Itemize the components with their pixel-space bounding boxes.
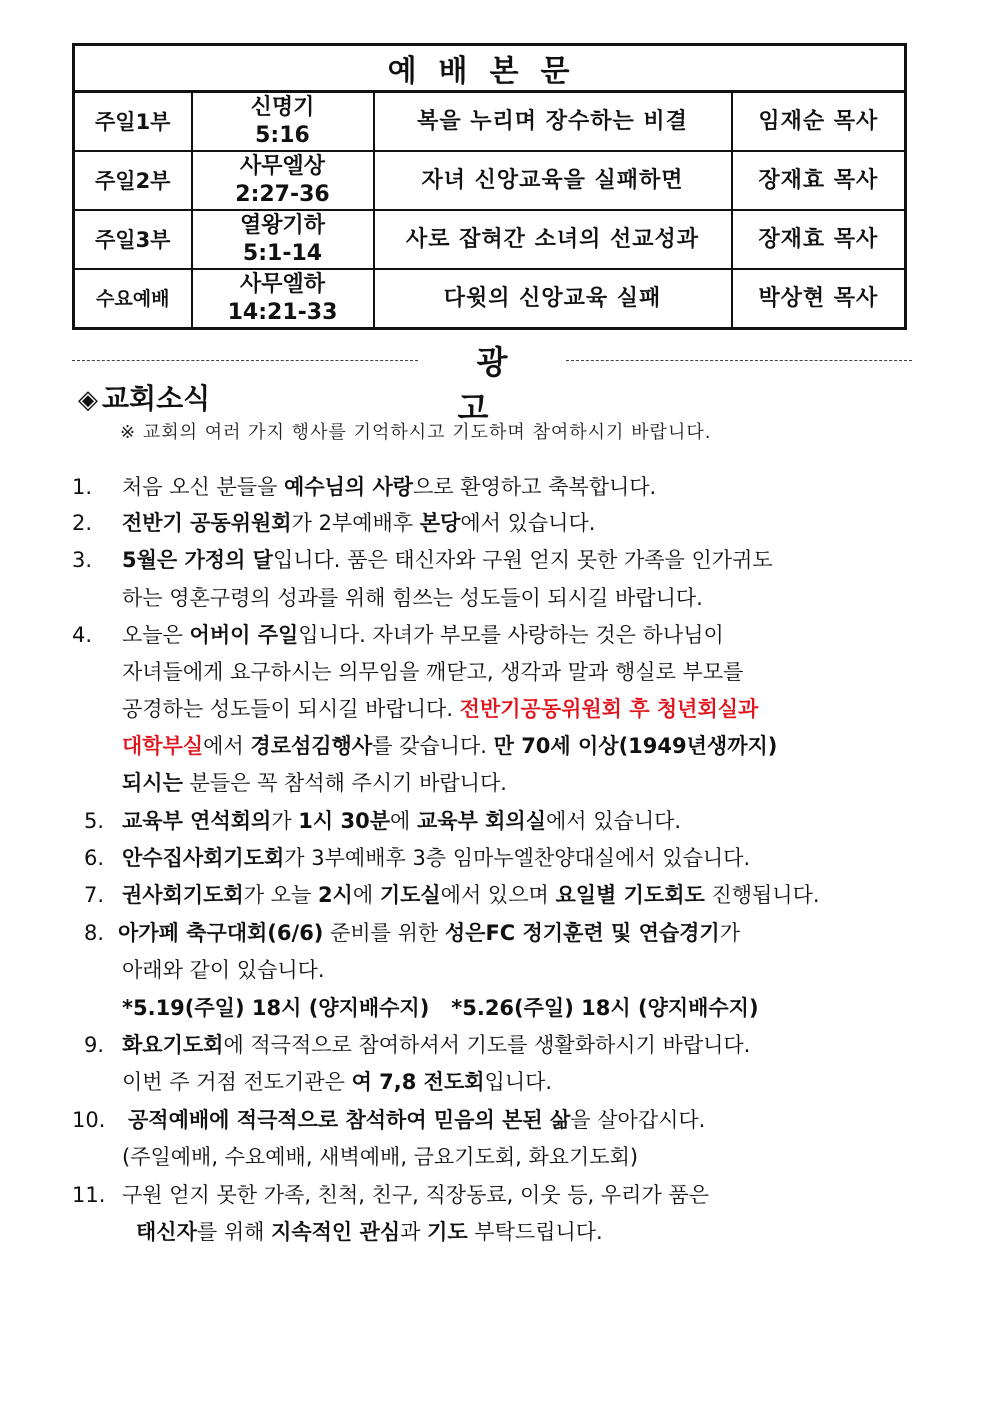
list-item — [84, 843, 104, 873]
list-item-text: *5.19(주일) 18시 (양지배수지) *5.26(주일) 18시 (양지배수지) — [122, 996, 759, 1020]
list-item — [84, 918, 104, 948]
list-item — [72, 545, 92, 575]
sermon-row — [74, 210, 906, 269]
list-item — [84, 880, 104, 910]
item-number: 4. — [72, 623, 93, 647]
item-number: 9. — [84, 1033, 105, 1057]
list-item-text: 이번 주 거점 전도기관은 여 7,8 전도회입니다. — [122, 1070, 553, 1094]
list-item-text: 권사회기도회가 오늘 2시에 기도실에서 있으며 요일별 기도회도 진행됩니다. — [122, 883, 820, 907]
sermon-title: 자녀 신앙교육을 실패하면 — [374, 151, 732, 210]
service-name: 주일2부 — [74, 151, 192, 210]
list-item-text: 대학부실에서 경로섬김행사를 갖습니다. 만 70세 이상(1949년생까지) — [122, 734, 778, 758]
item-number: 6. — [84, 846, 105, 870]
list-item-text: 처음 오신 분들을 예수님의 사랑으로 환영하고 축복합니다. — [122, 475, 657, 499]
item-number: 2. — [72, 511, 93, 535]
list-item — [84, 806, 104, 836]
list-item — [72, 1180, 105, 1210]
pastor-name: 장재효 목사 — [732, 210, 906, 269]
pastor-name: 박상현 목사 — [732, 269, 906, 329]
list-item-text: 하는 영혼구령의 성과를 위해 힘쓰는 성도들이 되시길 바랍니다. — [122, 586, 703, 610]
list-item-text: 안수집사회기도회가 3부예배후 3층 임마누엘찬양대실에서 있습니다. — [122, 846, 751, 870]
list-item-text: 자녀들에게 요구하시는 의무임을 깨닫고, 생각과 말과 행실로 부모를 — [122, 660, 744, 684]
diamond-icon: ◈ — [78, 385, 98, 415]
announcement-title: 광고 — [457, 343, 546, 427]
divider — [566, 360, 912, 361]
scripture: 사무엘하 14:21-33 — [192, 269, 374, 329]
list-item-text: 화요기도회에 적극적으로 참여하셔서 기도를 생활화하시기 바랍니다. — [122, 1033, 751, 1057]
list-item-text: 공적예배에 적극적으로 참석하여 믿음의 본된 삶을 살아갑시다. — [128, 1108, 706, 1132]
divider — [72, 360, 418, 361]
list-item-text: (주일예배, 수요예배, 새벽예배, 금요기도회, 화요기도회) — [122, 1145, 639, 1169]
list-item-text: 되시는 분들은 꼭 참석해 주시기 바랍니다. — [122, 771, 507, 795]
list-item-text: 태신자를 위해 지속적인 관심과 기도 부탁드립니다. — [136, 1220, 603, 1244]
scripture: 신명기 5:16 — [192, 92, 374, 152]
list-item-text: 공경하는 성도들이 되시길 바랍니다. 전반기공동위원회 후 청년회실과 — [122, 697, 759, 721]
list-item-text: 전반기 공동위원회가 2부예배후 본당에서 있습니다. — [122, 511, 596, 535]
section-title-text: 교회소식 — [102, 382, 211, 415]
sermon-title: 사로 잡혀간 소녀의 선교성과 — [374, 210, 732, 269]
sermon-table-header: 예배본문 — [74, 45, 906, 92]
section-note: ※ 교회의 여러 가지 행사를 기억하시고 기도하며 참여하시기 바랍니다. — [120, 422, 712, 443]
list-item-text: 5월은 가정의 달입니다. 품은 태신자와 구원 얻지 못한 가족을 인가귀도 — [122, 548, 773, 572]
section-title — [78, 377, 210, 417]
list-item-text: 아래와 같이 있습니다. — [122, 958, 325, 982]
item-number: 8. — [84, 921, 105, 945]
sermon-row — [74, 269, 906, 329]
item-number: 10. — [72, 1108, 106, 1132]
list-item — [72, 472, 92, 502]
list-item-text: 아가페 축구대회(6/6) 준비를 위한 성은FC 정기훈련 및 연습경기가 — [118, 921, 741, 945]
item-number: 11. — [72, 1183, 106, 1207]
sermon-title: 다윗의 신앙교육 실패 — [374, 269, 732, 329]
pastor-name: 장재효 목사 — [732, 151, 906, 210]
list-item-text: 오늘은 어버이 주일입니다. 자녀가 부모를 사랑하는 것은 하나님이 — [122, 623, 724, 647]
scripture: 사무엘상 2:27-36 — [192, 151, 374, 210]
item-number: 5. — [84, 809, 105, 833]
service-name: 수요예배 — [74, 269, 192, 329]
list-item-text: 구원 얻지 못한 가족, 친척, 친구, 직장동료, 이웃 등, 우리가 품은 — [122, 1183, 709, 1207]
list-item-text: 교육부 연석회의가 1시 30분에 교육부 회의실에서 있습니다. — [122, 809, 682, 833]
sermon-row — [74, 151, 906, 210]
service-name: 주일3부 — [74, 210, 192, 269]
item-number: 7. — [84, 883, 105, 907]
sermon-row — [74, 92, 906, 152]
service-name: 주일1부 — [74, 92, 192, 152]
sermon-title: 복을 누리며 장수하는 비결 — [374, 92, 732, 152]
list-item — [72, 1105, 105, 1135]
sermon-table — [72, 43, 907, 330]
item-number: 3. — [72, 548, 93, 572]
list-item — [84, 1030, 104, 1060]
scripture: 열왕기하 5:1-14 — [192, 210, 374, 269]
list-item — [72, 508, 92, 538]
pastor-name: 임재순 목사 — [732, 92, 906, 152]
item-number: 1. — [72, 475, 93, 499]
list-item — [72, 620, 92, 650]
